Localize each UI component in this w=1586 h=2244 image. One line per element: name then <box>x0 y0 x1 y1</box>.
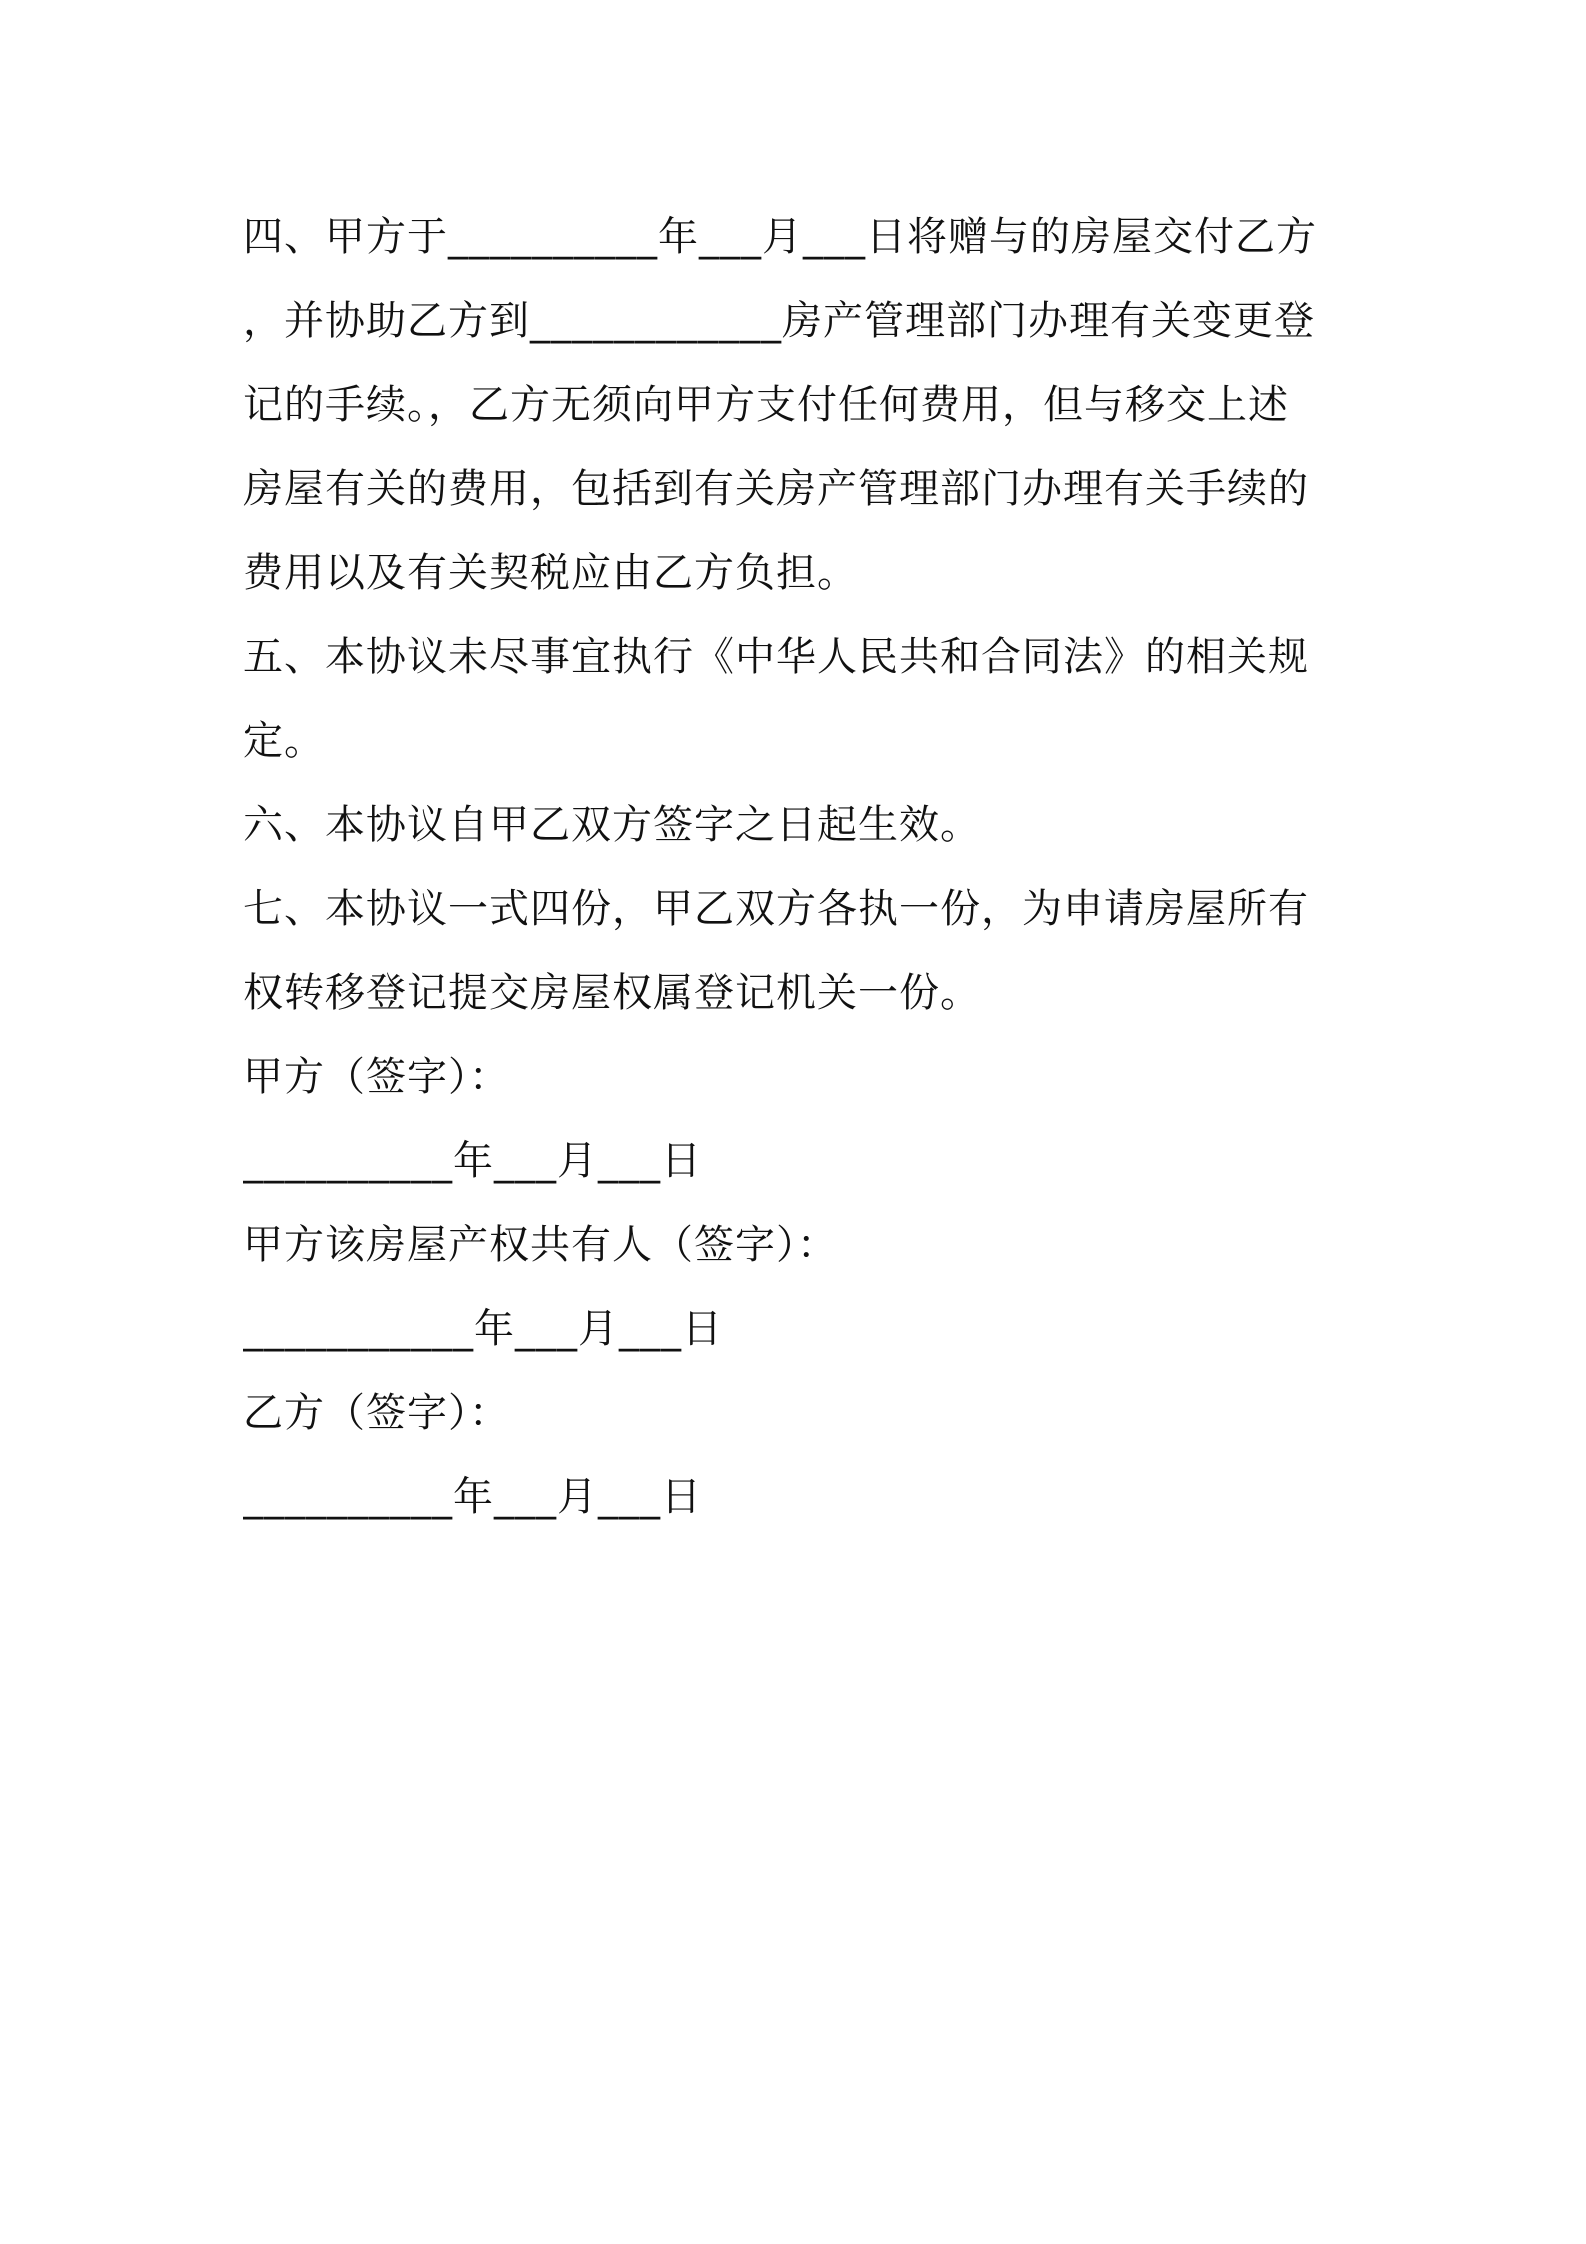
clause-four-line-5: 费用以及有关契税应由乙方负担。 <box>243 550 858 596</box>
party-a-date-line: __________年___月___日 <box>243 1138 702 1184</box>
clause-four-line-4: 房屋有关的费用，包括到有关房产管理部门办理有关手续的 <box>243 466 1309 512</box>
clause-six: 六、本协议自甲乙双方签字之日起生效。 <box>243 802 981 848</box>
co-owner-date-line: ___________年___月___日 <box>243 1306 723 1352</box>
clause-five-line-1: 五、本协议未尽事宜执行《中华人民共和合同法》的相关规 <box>243 634 1309 680</box>
clause-four-line-1: 四、甲方于__________年___月___日将赠与的房屋交付乙方 <box>243 214 1317 260</box>
co-owner-signature-label: 甲方该房屋产权共有人（签字）： <box>243 1222 838 1268</box>
clause-five-line-2: 定。 <box>243 718 325 764</box>
party-b-signature-label: 乙方（签字）： <box>243 1390 510 1436</box>
clause-seven-line-1: 七、本协议一式四份，甲乙双方各执一份，为申请房屋所有 <box>243 886 1309 932</box>
clause-seven-line-2: 权转移登记提交房屋权属登记机关一份。 <box>243 970 981 1016</box>
party-a-signature-label: 甲方（签字）： <box>243 1054 510 1100</box>
agreement-text <box>243 195 1363 1539</box>
clause-four-line-2: ，并协助乙方到____________房产管理部门办理有关变更登 <box>243 298 1315 344</box>
clause-four-line-3: 记的手续。，乙方无须向甲方支付任何费用，但与移交上述 <box>243 382 1289 428</box>
party-b-date-line: __________年___月___日 <box>243 1474 702 1520</box>
